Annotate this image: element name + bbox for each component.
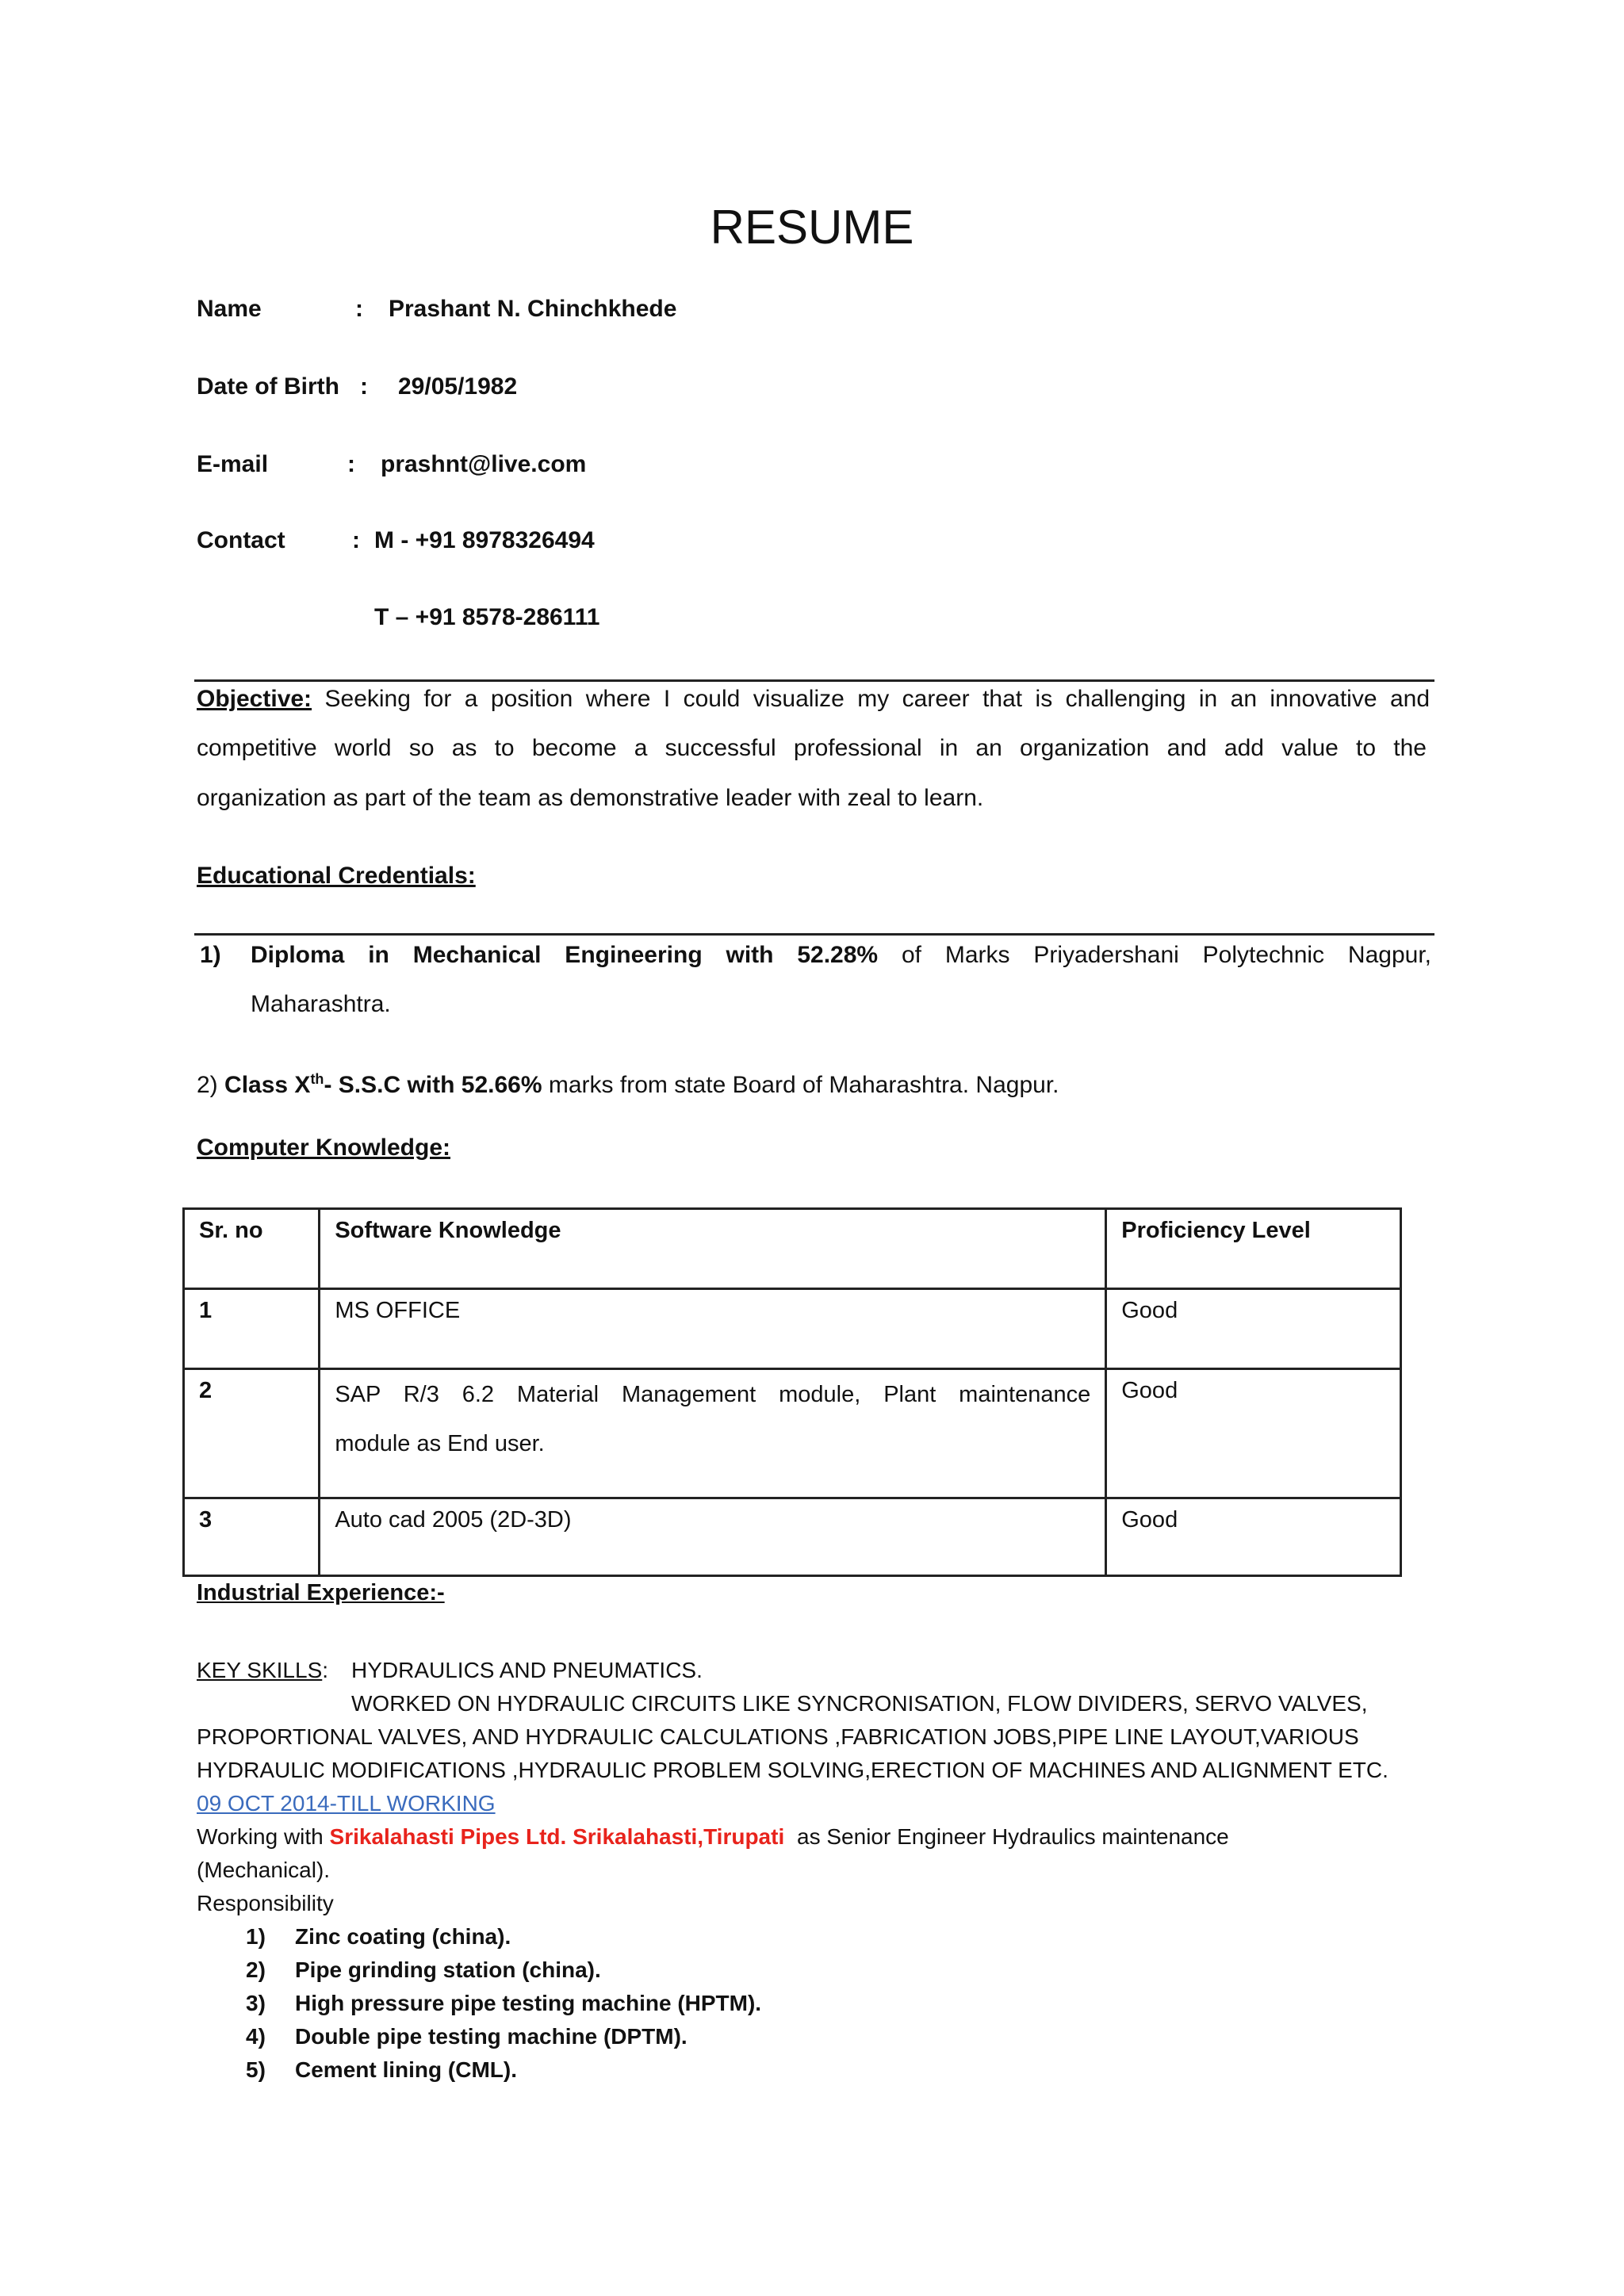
- objective-label: Objective:: [197, 686, 312, 712]
- responsibility-label: Responsibility: [197, 1891, 334, 1915]
- table-header-row: [184, 1209, 1401, 1289]
- dob-separator: :: [360, 373, 368, 400]
- row-sr-no: 3: [184, 1498, 320, 1576]
- row-software: [320, 1369, 1106, 1498]
- key-skills-label-text: KEY SKILLS: [197, 1658, 323, 1682]
- list-item-text: Pipe grinding station (china).: [295, 1957, 601, 1982]
- key-skills-line-4: HYDRAULIC MODIFICATIONS ,HYDRAULIC PROBLEM SOLVING,ERECTION OF MACHINES AND ALIGNMENT ETC.: [197, 1758, 1388, 1782]
- education-top-rule: [194, 933, 1434, 936]
- email-label: E-mail: [197, 451, 269, 477]
- resume-title: RESUME: [710, 201, 914, 254]
- objective-text-1: Seeking for a position where I could visualize my career that is challenging in an innovative and: [324, 686, 1430, 712]
- list-item: [246, 1957, 601, 1983]
- list-item-text: Double pipe testing machine (DPTM).: [295, 2024, 688, 2049]
- email-separator: :: [347, 451, 355, 477]
- contact-mobile: M - +91 8978326494: [374, 527, 595, 553]
- education-heading: Educational Credentials:: [197, 863, 476, 889]
- list-item: [246, 1991, 761, 2016]
- objective-top-rule: [194, 679, 1434, 682]
- computer-heading: Computer Knowledge:: [197, 1135, 450, 1161]
- employment-role: as Senior Engineer Hydraulics maintenance: [797, 1824, 1229, 1849]
- company-name: Srikalahasti Pipes Ltd. Srikalahasti,Tirupati: [329, 1824, 785, 1849]
- objective-line-1: [197, 686, 1430, 713]
- key-skills-line-2: WORKED ON HYDRAULIC CIRCUITS LIKE SYNCRONISATION, FLOW DIVIDERS, SERVO VALVES,: [351, 1691, 1368, 1716]
- education-item-2: [197, 1071, 1059, 1099]
- table-row: [184, 1289, 1401, 1369]
- education-item-2-score: - S.S.C with 52.66%: [324, 1072, 542, 1098]
- employment-period-link[interactable]: 09 OCT 2014-TILL WORKING: [197, 1791, 496, 1816]
- row-software: Auto cad 2005 (2D-3D): [320, 1498, 1106, 1576]
- education-item-2-board: marks from state Board of Maharashtra. Nagpur.: [548, 1072, 1059, 1098]
- education-item-2-superscript: th: [310, 1071, 324, 1087]
- education-item-1-institute: of Marks Priyadershani Polytechnic Nagpur,: [901, 942, 1431, 968]
- list-item-text: Cement lining (CML).: [295, 2057, 517, 2082]
- education-item-1-number: 1): [200, 942, 221, 968]
- email-value: prashnt@live.com: [381, 451, 587, 477]
- key-skills-line-3: PROPORTIONAL VALVES, AND HYDRAULIC CALCULATIONS ,FABRICATION JOBS,PIPE LINE LAYOUT,VARIOUS: [197, 1724, 1359, 1749]
- employment-line-1: [197, 1824, 1229, 1850]
- row-software: MS OFFICE: [320, 1289, 1106, 1369]
- row-level: Good: [1106, 1498, 1401, 1576]
- row-sr-no: 2: [184, 1369, 320, 1498]
- row-software-line-1: SAP R/3 6.2 Material Management module, Plant maintenance: [335, 1382, 1091, 1407]
- list-item: [246, 1924, 511, 1950]
- list-item-number: 2): [246, 1957, 266, 1982]
- contact-separator: :: [352, 527, 360, 553]
- key-skills-colon: :: [322, 1658, 329, 1682]
- list-item-number: 5): [246, 2057, 266, 2082]
- name-separator: :: [355, 296, 363, 322]
- key-skills-label: [197, 1658, 328, 1683]
- list-item-number: 4): [246, 2024, 266, 2049]
- row-software-line-2: module as End user.: [335, 1431, 545, 1456]
- education-item-1-line-2: Maharashtra.: [251, 991, 391, 1017]
- list-item-number: 1): [246, 1924, 266, 1949]
- list-item-number: 3): [246, 1991, 266, 2015]
- row-sr-no: 1: [184, 1289, 320, 1369]
- row-level: Good: [1106, 1289, 1401, 1369]
- dob-value: 29/05/1982: [398, 373, 518, 400]
- education-item-1-line-1: [251, 942, 1431, 969]
- employment-line-2: (Mechanical).: [197, 1858, 331, 1882]
- education-item-1-qualification: Diploma in Mechanical Engineering with 52.28%: [251, 942, 879, 968]
- software-table: [182, 1207, 1402, 1577]
- education-item-2-number: 2): [197, 1072, 218, 1098]
- header-proficiency: Proficiency Level: [1106, 1209, 1401, 1289]
- list-item: [246, 2024, 688, 2049]
- experience-heading: Industrial Experience:-: [197, 1580, 445, 1605]
- education-item-2-class: Class X: [224, 1072, 311, 1098]
- objective-line-3: organization as part of the team as demonstrative leader with zeal to learn.: [197, 785, 984, 811]
- row-level: Good: [1106, 1369, 1401, 1498]
- list-item: [246, 2057, 517, 2083]
- dob-label: Date of Birth: [197, 373, 339, 400]
- header-sr-no: Sr. no: [184, 1209, 320, 1289]
- table-row: [184, 1498, 1401, 1576]
- list-item-text: High pressure pipe testing machine (HPTM).: [295, 1991, 762, 2015]
- list-item-text: Zinc coating (china).: [295, 1924, 511, 1949]
- contact-telephone: T – +91 8578-286111: [374, 604, 600, 630]
- name-value: Prashant N. Chinchkhede: [389, 296, 677, 322]
- header-software: Software Knowledge: [320, 1209, 1106, 1289]
- key-skills-line-1: HYDRAULICS AND PNEUMATICS.: [351, 1658, 703, 1682]
- contact-label: Contact: [197, 527, 285, 553]
- table-row: [184, 1369, 1401, 1498]
- objective-line-2: competitive world so as to become a successful professional in an organization and add value to the: [197, 735, 1427, 761]
- name-label: Name: [197, 296, 262, 322]
- employment-prefix: Working with: [197, 1824, 324, 1849]
